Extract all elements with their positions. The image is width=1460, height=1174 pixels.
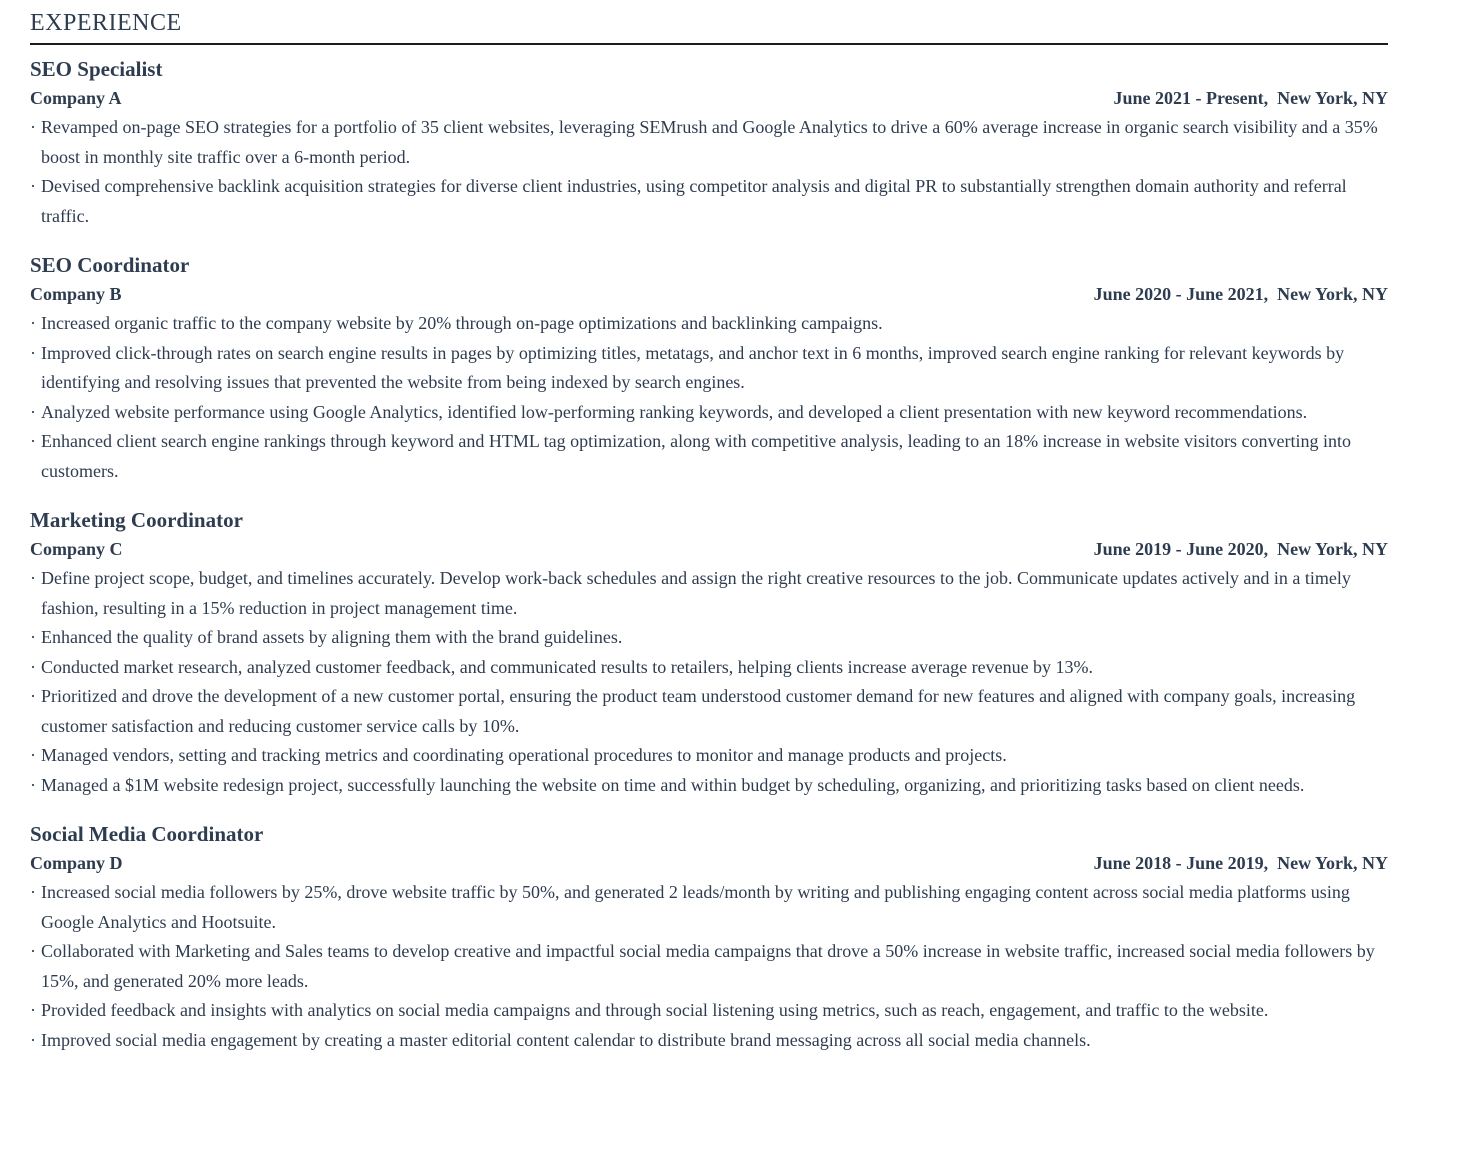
bullet-marker: · <box>30 882 36 902</box>
bullet-text: Managed a $1M website redesign project, successfully launching the website on time and within budget by scheduling, organizing, and prioritizing tasks based on client needs. <box>41 774 1305 795</box>
bullet-marker: · <box>30 774 36 795</box>
bullet-item <box>30 653 1388 683</box>
bullet-item <box>30 682 1388 741</box>
bullet-item <box>30 309 1388 339</box>
bullet-text: Revamped on-page SEO strategies for a portfolio of 35 client websites, leveraging SEMrush and Google Analytics to drive a 60% average increase in organic search visibility and a 35% boost in monthly site traffic over a 6-month period. <box>41 117 1378 167</box>
bullet-text: Increased organic traffic to the company website by 20% through on-page optimizations and backlinking campaigns. <box>41 313 883 333</box>
bullet-text: Devised comprehensive backlink acquisition strategies for diverse client industries, using competitor analysis and digital PR to substantially strengthen domain authority and referral traffic. <box>41 176 1347 226</box>
bullet-marker: · <box>30 745 36 765</box>
job-title: Marketing Coordinator <box>30 508 243 532</box>
bullet-item <box>30 1026 1388 1056</box>
bullet-item <box>30 172 1388 231</box>
company-name: Company D <box>30 853 123 873</box>
bullet-text: Increased social media followers by 25%, drove website traffic by 50%, and generated 2 leads/month by writing and publishing engaging content across social media platforms using Google Analytics and Hootsuite. <box>41 882 1350 932</box>
bullet-marker: · <box>30 313 36 333</box>
bullet-text: Analyzed website performance using Google Analytics, identified low-performing ranking keywords, and developed a client presentation with new keyword recommendations. <box>41 401 1308 422</box>
job-title: Social Media Coordinator <box>30 822 264 846</box>
bullet-text: Enhanced the quality of brand assets by aligning them with the brand guidelines. <box>41 627 623 647</box>
bullet-item <box>30 771 1388 801</box>
job-header <box>30 853 1388 874</box>
bullet-item <box>30 996 1388 1026</box>
bullet-text: Define project scope, budget, and timelines accurately. Develop work-back schedules and assign the right creative resources to the job. Communicate updates actively and in a timely fashion, resulting in a 15% reduction in project management time. <box>41 568 1351 618</box>
bullet-item <box>30 427 1388 486</box>
bullet-marker: · <box>30 1029 36 1050</box>
bullet-text: Managed vendors, setting and tracking metrics and coordinating operational procedures to monitor and manage products and projects. <box>41 745 1007 765</box>
job-title: SEO Coordinator <box>30 253 190 277</box>
bullet-list <box>30 564 1388 800</box>
bullet-marker: · <box>30 431 36 451</box>
bullet-marker: · <box>30 941 36 961</box>
bullet-marker: · <box>30 176 36 196</box>
bullet-text: Improved social media engagement by creating a master editorial content calendar to distribute brand messaging across all social media channels. <box>41 1029 1091 1050</box>
job-header <box>30 539 1388 560</box>
job-entry <box>30 57 1388 231</box>
bullet-marker: · <box>30 656 36 677</box>
bullet-item <box>30 564 1388 623</box>
job-dates: June 2020 - June 2021, New York, NY <box>1093 284 1388 304</box>
job-entry <box>30 822 1388 1055</box>
bullet-list <box>30 113 1388 231</box>
bullet-item <box>30 398 1388 428</box>
company-name: Company B <box>30 284 122 304</box>
job-title: SEO Specialist <box>30 57 163 81</box>
job-header <box>30 88 1388 109</box>
bullet-item <box>30 878 1388 937</box>
bullet-text: Prioritized and drove the development of a new customer portal, ensuring the product team understood customer demand for new features and aligned with company goals, increasing customer satisfaction and reducing customer service calls by 10%. <box>41 686 1356 736</box>
bullet-marker: · <box>30 401 36 422</box>
bullet-marker: · <box>30 627 36 647</box>
bullet-marker: · <box>30 1000 36 1020</box>
job-dates: June 2019 - June 2020, New York, NY <box>1093 539 1388 559</box>
bullet-text: Provided feedback and insights with analytics on social media campaigns and through social listening using metrics, such as reach, engagement, and traffic to the website. <box>41 1000 1269 1020</box>
bullet-item <box>30 623 1388 653</box>
bullet-marker: · <box>30 117 36 137</box>
job-entry <box>30 508 1388 800</box>
company-name: Company C <box>30 539 123 559</box>
bullet-text: Enhanced client search engine rankings through keyword and HTML tag optimization, along with competitive analysis, leading to an 18% increase in website visitors converting into customers. <box>41 431 1351 481</box>
job-dates: June 2018 - June 2019, New York, NY <box>1093 853 1388 873</box>
bullet-item <box>30 937 1388 996</box>
bullet-marker: · <box>30 686 36 706</box>
bullet-item <box>30 741 1388 771</box>
section-divider <box>30 43 1388 45</box>
bullet-item <box>30 339 1388 398</box>
bullet-text: Collaborated with Marketing and Sales teams to develop creative and impactful social media campaigns that drove a 50% increase in website traffic, increased social media followers by 15%, and generated 20% more leads. <box>41 941 1375 991</box>
company-name: Company A <box>30 88 122 108</box>
section-title: EXPERIENCE <box>30 10 182 36</box>
bullet-text: Conducted market research, analyzed customer feedback, and communicated results to retailers, helping clients increase average revenue by 13%. <box>41 656 1094 677</box>
bullet-marker: · <box>30 568 36 588</box>
bullet-list <box>30 878 1388 1055</box>
bullet-text: Improved click-through rates on search engine results in pages by optimizing titles, metatags, and anchor text in 6 months, improved search engine ranking for relevant keywords by identifying and resolving issues that prevented the website from being indexed by search engines. <box>41 342 1345 392</box>
job-header <box>30 284 1388 305</box>
job-dates: June 2021 - Present, New York, NY <box>1113 88 1388 108</box>
bullet-marker: · <box>30 342 36 363</box>
job-entry <box>30 253 1388 486</box>
bullet-item <box>30 113 1388 172</box>
bullet-list <box>30 309 1388 486</box>
